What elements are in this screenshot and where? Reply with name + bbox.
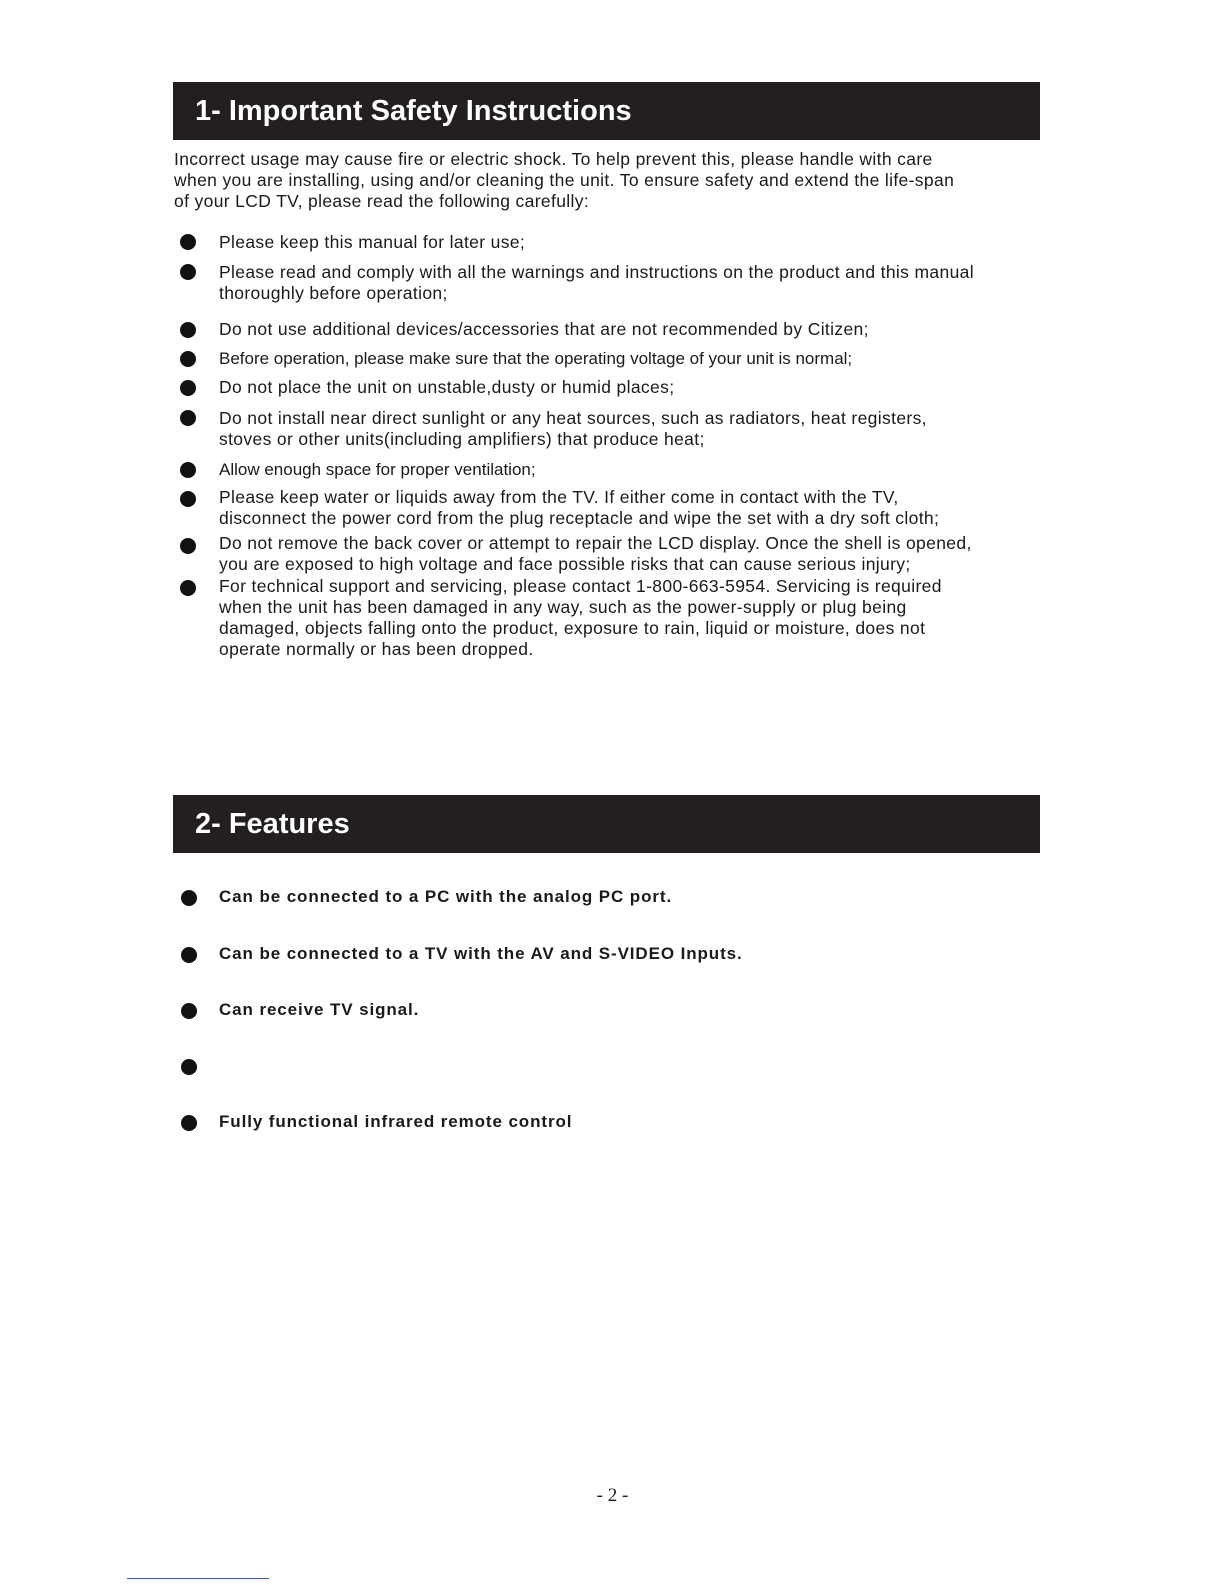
safety-item <box>219 377 1059 398</box>
safety-item-line: damaged, objects falling onto the product, exposure to rain, liquid or moisture, does not <box>219 618 926 638</box>
bullet-icon <box>181 947 197 963</box>
safety-item <box>219 576 1059 660</box>
safety-item-line: operate normally or has been dropped. <box>219 639 534 659</box>
safety-item-line: Please keep this manual for later use; <box>219 232 526 252</box>
bullet-icon <box>180 351 196 367</box>
intro-line: when you are installing, using and/or cleaning the unit. To ensure safety and extend the life-span <box>174 170 955 190</box>
safety-item <box>219 348 1059 369</box>
safety-item-line: Please keep water or liquids away from the TV. If either come in contact with the TV, <box>219 487 899 507</box>
section1-title-bar <box>173 82 1040 140</box>
safety-item-line: Do not place the unit on unstable,dusty or humid places; <box>219 377 675 397</box>
bullet-icon <box>180 234 196 250</box>
bullet-icon <box>181 1059 197 1075</box>
safety-item <box>219 232 1059 253</box>
bullet-icon <box>180 322 196 338</box>
feature-item: Can be connected to a PC with the analog PC port. <box>219 887 673 906</box>
bullet-icon <box>180 410 196 426</box>
bullet-icon <box>181 1115 197 1131</box>
safety-item-line: Before operation, please make sure that the operating voltage of your unit is normal; <box>219 349 853 368</box>
section2-title-bar <box>173 795 1040 853</box>
bullet-icon <box>180 538 196 554</box>
safety-item-line: Do not use additional devices/accessories that are not recommended by Citizen; <box>219 319 869 339</box>
bullet-icon <box>180 491 196 507</box>
footer-link-underline <box>127 1578 269 1579</box>
bullet-icon <box>180 380 196 396</box>
safety-item-line: thoroughly before operation; <box>219 283 448 303</box>
feature-item: Can be connected to a TV with the AV and S-VIDEO Inputs. <box>219 944 743 963</box>
bullet-icon <box>180 580 196 596</box>
safety-item <box>219 262 1059 304</box>
safety-item-line: Please read and comply with all the warnings and instructions on the product and this manual <box>219 262 974 282</box>
page-number: - 2 - <box>596 1485 629 1506</box>
feature-item: Fully functional infrared remote control <box>219 1112 573 1131</box>
safety-item <box>219 487 1059 529</box>
section2-title: 2- Features <box>195 808 350 840</box>
bullet-icon <box>181 1003 197 1019</box>
bullet-icon <box>180 462 196 478</box>
intro-line: Incorrect usage may cause fire or electric shock. To help prevent this, please handle with care <box>174 149 933 169</box>
safety-item <box>219 408 1059 450</box>
safety-item-line: For technical support and servicing, please contact 1-800-663-5954. Servicing is required <box>219 576 942 596</box>
bullet-icon <box>181 890 197 906</box>
section1-title: 1- Important Safety Instructions <box>195 95 632 127</box>
safety-item-line: stoves or other units(including amplifiers) that produce heat; <box>219 429 705 449</box>
safety-item-line: you are exposed to high voltage and face possible risks that can cause serious injury; <box>219 554 911 574</box>
safety-item-line: Allow enough space for proper ventilation; <box>219 460 536 479</box>
safety-intro-paragraph <box>174 149 1054 212</box>
intro-line: of your LCD TV, please read the following carefully: <box>174 191 590 211</box>
safety-item-line: Do not install near direct sunlight or any heat sources, such as radiators, heat registers, <box>219 408 927 428</box>
safety-item-line: when the unit has been damaged in any way, such as the power-supply or plug being <box>219 597 907 617</box>
bullet-icon <box>180 264 196 280</box>
feature-item: Can receive TV signal. <box>219 1000 420 1019</box>
safety-item <box>219 319 1059 340</box>
safety-item <box>219 533 1059 575</box>
safety-item-line: Do not remove the back cover or attempt to repair the LCD display. Once the shell is opened, <box>219 533 972 553</box>
safety-item-line: disconnect the power cord from the plug receptacle and wipe the set with a dry soft cloth; <box>219 508 940 528</box>
safety-item <box>219 459 1059 480</box>
